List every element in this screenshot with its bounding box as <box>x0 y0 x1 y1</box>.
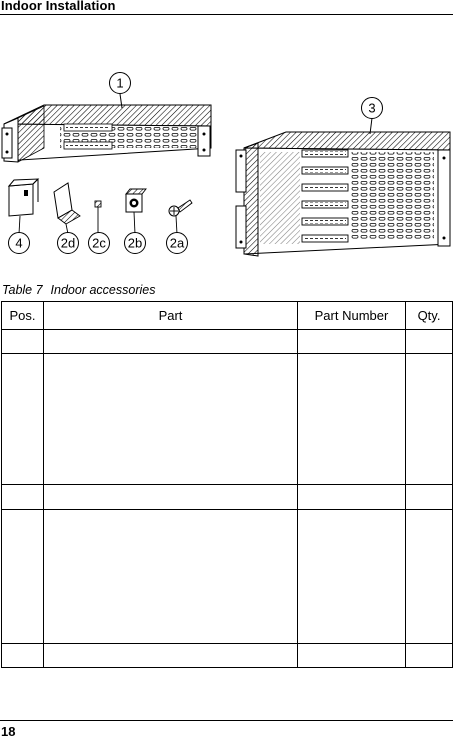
col-header-qty: Qty. <box>406 302 453 330</box>
header-title: Indoor Installation <box>1 0 116 13</box>
table-cell <box>298 330 406 354</box>
accessories-illustration <box>0 66 453 276</box>
part-2c <box>95 201 101 234</box>
callout-2b: 2b <box>127 235 143 251</box>
bracket-4 <box>9 179 38 234</box>
col-header-part-number: Part Number <box>298 302 406 330</box>
caption-number: Table 7 <box>2 283 43 297</box>
callout-2a: 2a <box>169 235 185 251</box>
callout-2d: 2d <box>60 235 76 251</box>
part-2a <box>169 200 192 234</box>
table-caption <box>2 283 155 297</box>
footer-divider <box>0 720 453 721</box>
table-row <box>2 510 453 644</box>
chassis-1 <box>2 94 211 162</box>
table-cell <box>406 644 453 668</box>
table-cell <box>44 510 298 644</box>
callout-4: 4 <box>15 235 23 251</box>
callout-2c: 2c <box>92 235 106 251</box>
table-row <box>2 330 453 354</box>
table-cell <box>406 354 453 485</box>
table-row <box>2 354 453 485</box>
callout-1: 1 <box>116 75 124 91</box>
table-cell <box>2 354 44 485</box>
table-row <box>2 485 453 510</box>
table-cell <box>298 644 406 668</box>
table-cell <box>298 510 406 644</box>
table-cell <box>2 330 44 354</box>
table-header-row <box>2 302 453 330</box>
caption-text: Indoor accessories <box>50 283 156 297</box>
table-cell <box>2 510 44 644</box>
page-header <box>0 0 453 15</box>
table-cell <box>406 510 453 644</box>
table-cell <box>406 330 453 354</box>
part-2d <box>54 183 80 234</box>
table-cell <box>2 644 44 668</box>
accessories-figure <box>0 66 453 276</box>
table-cell <box>44 330 298 354</box>
callout-3: 3 <box>368 100 376 116</box>
col-header-pos: Pos. <box>2 302 44 330</box>
table-cell <box>298 354 406 485</box>
page-number: 18 <box>1 724 16 739</box>
table-row <box>2 644 453 668</box>
accessories-table <box>1 301 453 668</box>
chassis-3 <box>236 118 450 256</box>
table-cell <box>2 485 44 510</box>
table-cell <box>44 354 298 485</box>
table-cell <box>44 485 298 510</box>
table-cell <box>298 485 406 510</box>
part-2b <box>126 189 146 234</box>
table-cell <box>44 644 298 668</box>
col-header-part: Part <box>44 302 298 330</box>
table-cell <box>406 485 453 510</box>
